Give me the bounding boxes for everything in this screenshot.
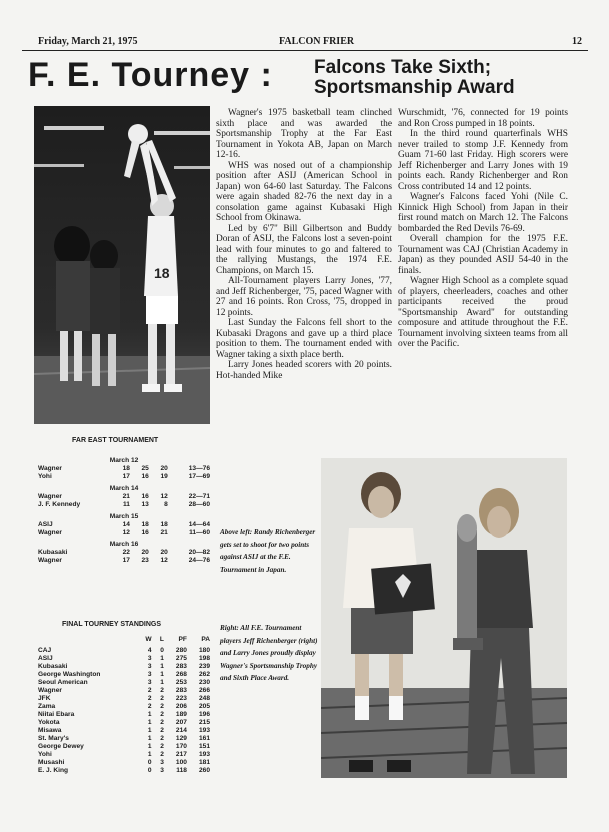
score-cell: 23 [141, 556, 149, 564]
score-cell: 13—76 [188, 464, 210, 472]
caption-above-left: Above left: Randy Richenberger gets set to shoot for two points against ASIJ at the F.E. Tournament in Japan. [220, 528, 316, 574]
score-cell: 17 [122, 472, 130, 480]
stat-cell: 2 [147, 686, 152, 694]
standings-row [36, 766, 212, 774]
team-name: Niitai Ebara [38, 710, 75, 718]
stat-cell: 260 [198, 766, 210, 774]
stat-cell: 1 [147, 726, 152, 734]
stat-cell: 118 [176, 766, 187, 774]
tournament-score-row [36, 528, 212, 536]
standings-row [36, 750, 212, 758]
team-name: ASIJ [38, 654, 53, 662]
stat-cell: 151 [198, 742, 210, 750]
standings-row [36, 734, 212, 742]
score-cell: 11 [122, 500, 130, 508]
article-paragraph: In the third round quarterfinals WHS never trailed to stomp J.F. Kennedy from Guam 71-60 last Friday. High scorers were Jeff Richenberger and Larry Jones with 19 points each. Randy Richenberger and Ron Cross contributed 14 and 12 points. [398, 129, 568, 192]
tournament-box-title: FAR EAST TOURNAMENT [72, 437, 159, 444]
standings-title: FINAL TOURNEY STANDINGS [62, 621, 162, 628]
score-cell: 18 [122, 464, 130, 472]
team-name: CAJ [38, 646, 52, 654]
stat-cell: 217 [175, 750, 187, 758]
stat-cell: 189 [175, 710, 187, 718]
header-date: Friday, March 21, 1975 [38, 36, 138, 47]
team-name: Yokota [38, 718, 60, 726]
score-cell: 28—60 [188, 500, 210, 508]
tournament-score-row [36, 548, 212, 556]
tournament-score-row [36, 492, 212, 500]
stat-cell: 181 [198, 758, 210, 766]
standings-row [36, 758, 212, 766]
stat-cell: 268 [175, 670, 187, 678]
tournament-day-date: March 12 [109, 456, 139, 464]
team-name: E. J. King [38, 766, 69, 774]
stat-cell: 193 [198, 750, 210, 758]
score-cell: 21 [122, 492, 130, 500]
svg-text:18: 18 [154, 265, 170, 281]
headline-sub-line2: Sportsmanship Award [314, 77, 515, 98]
stat-cell: 193 [198, 726, 210, 734]
team-name: JFK [38, 694, 51, 702]
score-cell: 17—69 [188, 472, 210, 480]
article-paragraph: All-Tournament players Larry Jones, '77, and Jeff Richenberger, '75, paced Wagner with 27 and 16 points. Ron Cross, '75, dropped in 12 points. [216, 276, 392, 318]
stat-cell: 205 [198, 702, 210, 710]
standings-row [36, 662, 212, 670]
team-name: Kubasaki [38, 662, 68, 670]
stat-cell: 283 [175, 662, 187, 670]
score-cell: 22—71 [188, 492, 210, 500]
basketball-action-photo [34, 106, 210, 424]
team-name: Yohi [38, 750, 52, 758]
stat-cell: 1 [147, 750, 152, 758]
team-name: Wagner [38, 528, 62, 536]
team-name: George Dewey [38, 742, 84, 750]
standings-row [36, 678, 212, 686]
score-cell: 14 [122, 520, 130, 528]
score-cell: 16 [141, 492, 149, 500]
standings-row [36, 686, 212, 694]
article-paragraph: Larry Jones headed scorers with 20 points. Hot-handed Mike [216, 360, 392, 381]
team-name: Wagner [38, 556, 62, 564]
standings-header-cell: W [145, 635, 152, 643]
stat-cell: 198 [198, 654, 210, 662]
score-cell: 20 [160, 464, 168, 472]
stat-cell: 253 [175, 678, 187, 686]
score-cell: 16 [141, 528, 149, 536]
article-column-2 [398, 108, 568, 350]
tournament-day-date: March 16 [109, 540, 139, 548]
article-paragraph: Wagner's 1975 basketball team clinched sixth place and was awarded the Sportsmanship Trophy at the Far East Tournament in Yokota AB, Japan on March 12-16. [216, 108, 392, 160]
stat-cell: 275 [175, 654, 187, 662]
standings-row [36, 702, 212, 710]
article-paragraph: Led by 6'7" Bill Gilbertson and Buddy Doran of ASIJ, the Falcons lost a seven-point lead with four minutes to go and faltered to the rallying Mustangs, the 1974 F.E. Champions, on March 15. [216, 223, 392, 276]
stat-cell: 215 [198, 718, 210, 726]
stat-cell: 3 [147, 654, 152, 662]
stat-cell: 3 [147, 670, 152, 678]
stat-cell: 0 [147, 758, 152, 766]
score-cell: 8 [164, 500, 168, 508]
stat-cell: 2 [147, 702, 152, 710]
stat-cell: 2 [160, 710, 164, 718]
standings-header-cell: PA [201, 635, 210, 643]
tournament-day-date: March 14 [109, 484, 139, 492]
article-paragraph: Wagner's Falcons faced Yohi (Nile C. Kinnick High School) from Japan in their first round match on March 12. The Falcons bombarded the Red Devils 76-69. [398, 192, 568, 234]
stat-cell: 129 [175, 734, 187, 742]
standings-row [36, 654, 212, 662]
headline-main: F. E. Tourney : [28, 56, 273, 94]
team-name: Kubasaki [38, 548, 68, 556]
header-page-number: 12 [572, 36, 582, 47]
article-paragraph: Last Sunday the Falcons fell short to the Kubasaki Dragons and gave up a third place position to them. The tournament ended with Wagner taking a sixth place berth. [216, 318, 392, 360]
tournament-score-row [36, 520, 212, 528]
trophy-award-photo [321, 458, 567, 778]
score-cell: 14—64 [188, 520, 210, 528]
score-cell: 24—76 [188, 556, 210, 564]
stat-cell: 2 [160, 718, 164, 726]
stat-cell: 214 [175, 726, 187, 734]
team-name: Wagner [38, 686, 62, 694]
stat-cell: 2 [160, 742, 164, 750]
standings-row [36, 742, 212, 750]
team-name: Wagner [38, 492, 62, 500]
team-name: J. F. Kennedy [38, 500, 81, 508]
stat-cell: 2 [160, 702, 164, 710]
stat-cell: 100 [175, 758, 187, 766]
article-paragraph: WHS was nosed out of a championship position after ASIJ (American School in Japan) won 64-60 last Saturday. The Falcons were again shaded 82-76 the next day in a consolation game against Kubasaki High School from Okinawa. [216, 160, 392, 223]
stat-cell: 3 [160, 766, 164, 774]
stat-cell: 0 [147, 766, 152, 774]
stat-cell: 1 [147, 742, 152, 750]
stat-cell: 161 [198, 734, 210, 742]
stat-cell: 180 [198, 646, 210, 654]
stat-cell: 170 [175, 742, 187, 750]
score-cell: 11—60 [189, 528, 210, 536]
stat-cell: 2 [160, 694, 164, 702]
score-cell: 20—82 [188, 548, 210, 556]
team-name: George Washington [38, 670, 101, 678]
stat-cell: 262 [198, 670, 210, 678]
stat-cell: 1 [147, 718, 152, 726]
stat-cell: 207 [175, 718, 187, 726]
standings-header-cell: L [159, 635, 164, 643]
team-name: Musashi [38, 758, 65, 766]
standings-row [36, 718, 212, 726]
stat-cell: 206 [175, 702, 187, 710]
score-cell: 25 [141, 464, 149, 472]
article-paragraph: Wurschmidt, '76, connected for 19 points and Ron Cross pumped in 18 points. [398, 108, 568, 129]
tournament-score-row [36, 472, 212, 480]
stat-cell: 280 [175, 646, 187, 654]
standings-row [36, 694, 212, 702]
header-paper-name: FALCON FRIER [279, 36, 355, 47]
tournament-day-row [36, 536, 212, 548]
score-cell: 20 [141, 548, 149, 556]
stat-cell: 1 [160, 678, 164, 686]
team-name: Misawa [38, 726, 62, 734]
score-cell: 20 [160, 548, 168, 556]
tournament-day-date: March 15 [109, 512, 139, 520]
article-paragraph: Overall champion for the 1975 F.E. Tournament was CAJ (Christian Academy in Japan) as they pounded ASIJ 54-40 in the finals. [398, 234, 568, 276]
standings-row [36, 670, 212, 678]
standings-table [36, 635, 212, 774]
score-cell: 12 [160, 556, 168, 564]
stat-cell: 0 [160, 646, 164, 654]
caption-right: Right: All F.E. Tournament players Jeff Richenberger (right) and Larry Jones proudly display Wagner's Sportsmanship Trophy and Sixth Place Award. [220, 624, 318, 682]
team-name: St. Mary's [38, 734, 69, 742]
stat-cell: 1 [147, 734, 152, 742]
team-name: Yohi [38, 472, 52, 480]
stat-cell: 3 [160, 758, 164, 766]
stat-cell: 2 [147, 694, 152, 702]
stat-cell: 4 [147, 646, 152, 654]
stat-cell: 196 [198, 710, 210, 718]
team-name: ASIJ [38, 520, 53, 528]
stat-cell: 283 [175, 686, 187, 694]
standings-header-cell [36, 635, 138, 646]
stat-cell: 2 [160, 750, 164, 758]
stat-cell: 239 [198, 662, 210, 670]
stat-cell: 3 [147, 662, 152, 670]
tournament-day-row [36, 508, 212, 520]
score-cell: 16 [141, 472, 149, 480]
score-cell: 18 [160, 520, 168, 528]
stat-cell: 1 [160, 670, 164, 678]
standings-row [36, 710, 212, 718]
score-cell: 17 [122, 556, 130, 564]
standings-row [36, 726, 212, 734]
stat-cell: 1 [160, 662, 164, 670]
headline-sub-line1: Falcons Take Sixth; [314, 57, 492, 78]
score-cell: 19 [160, 472, 168, 480]
article-column-1 [216, 108, 392, 381]
team-name: Zama [38, 702, 56, 710]
article-paragraph: Wagner High School as a complete squad of players, cheerleaders, coaches and other participants received the proud "Sportsmanship Award" for outstanding composure and attitude throughout the F.E. Tournament involving sixteen teams from all over the Pacific. [398, 276, 568, 349]
score-cell: 12 [160, 492, 168, 500]
stat-cell: 223 [175, 694, 187, 702]
tournament-score-row [36, 464, 212, 472]
headline-sub [314, 58, 584, 98]
score-cell: 13 [141, 500, 149, 508]
stat-cell: 1 [147, 710, 152, 718]
stat-cell: 2 [160, 726, 164, 734]
stat-cell: 230 [198, 678, 210, 686]
score-cell: 12 [122, 528, 130, 536]
tournament-score-row [36, 556, 212, 564]
score-cell: 21 [160, 528, 168, 536]
score-cell: 18 [141, 520, 149, 528]
header-rule [22, 50, 588, 51]
stat-cell: 1 [160, 654, 164, 662]
team-name: Wagner [38, 464, 62, 472]
stat-cell: 2 [160, 734, 164, 742]
stat-cell: 248 [198, 694, 210, 702]
tournament-day-row [36, 480, 212, 492]
standings-header-row [36, 635, 212, 646]
stat-cell: 266 [198, 686, 210, 694]
team-name: Seoul American [38, 678, 88, 686]
standings-row [36, 646, 212, 654]
score-cell: 22 [122, 548, 130, 556]
standings-header-cell: PF [178, 635, 187, 643]
stat-cell: 3 [147, 678, 152, 686]
tournament-results-table [36, 452, 212, 564]
stat-cell: 2 [160, 686, 164, 694]
tournament-day-row [36, 452, 212, 464]
tournament-score-row [36, 500, 212, 508]
